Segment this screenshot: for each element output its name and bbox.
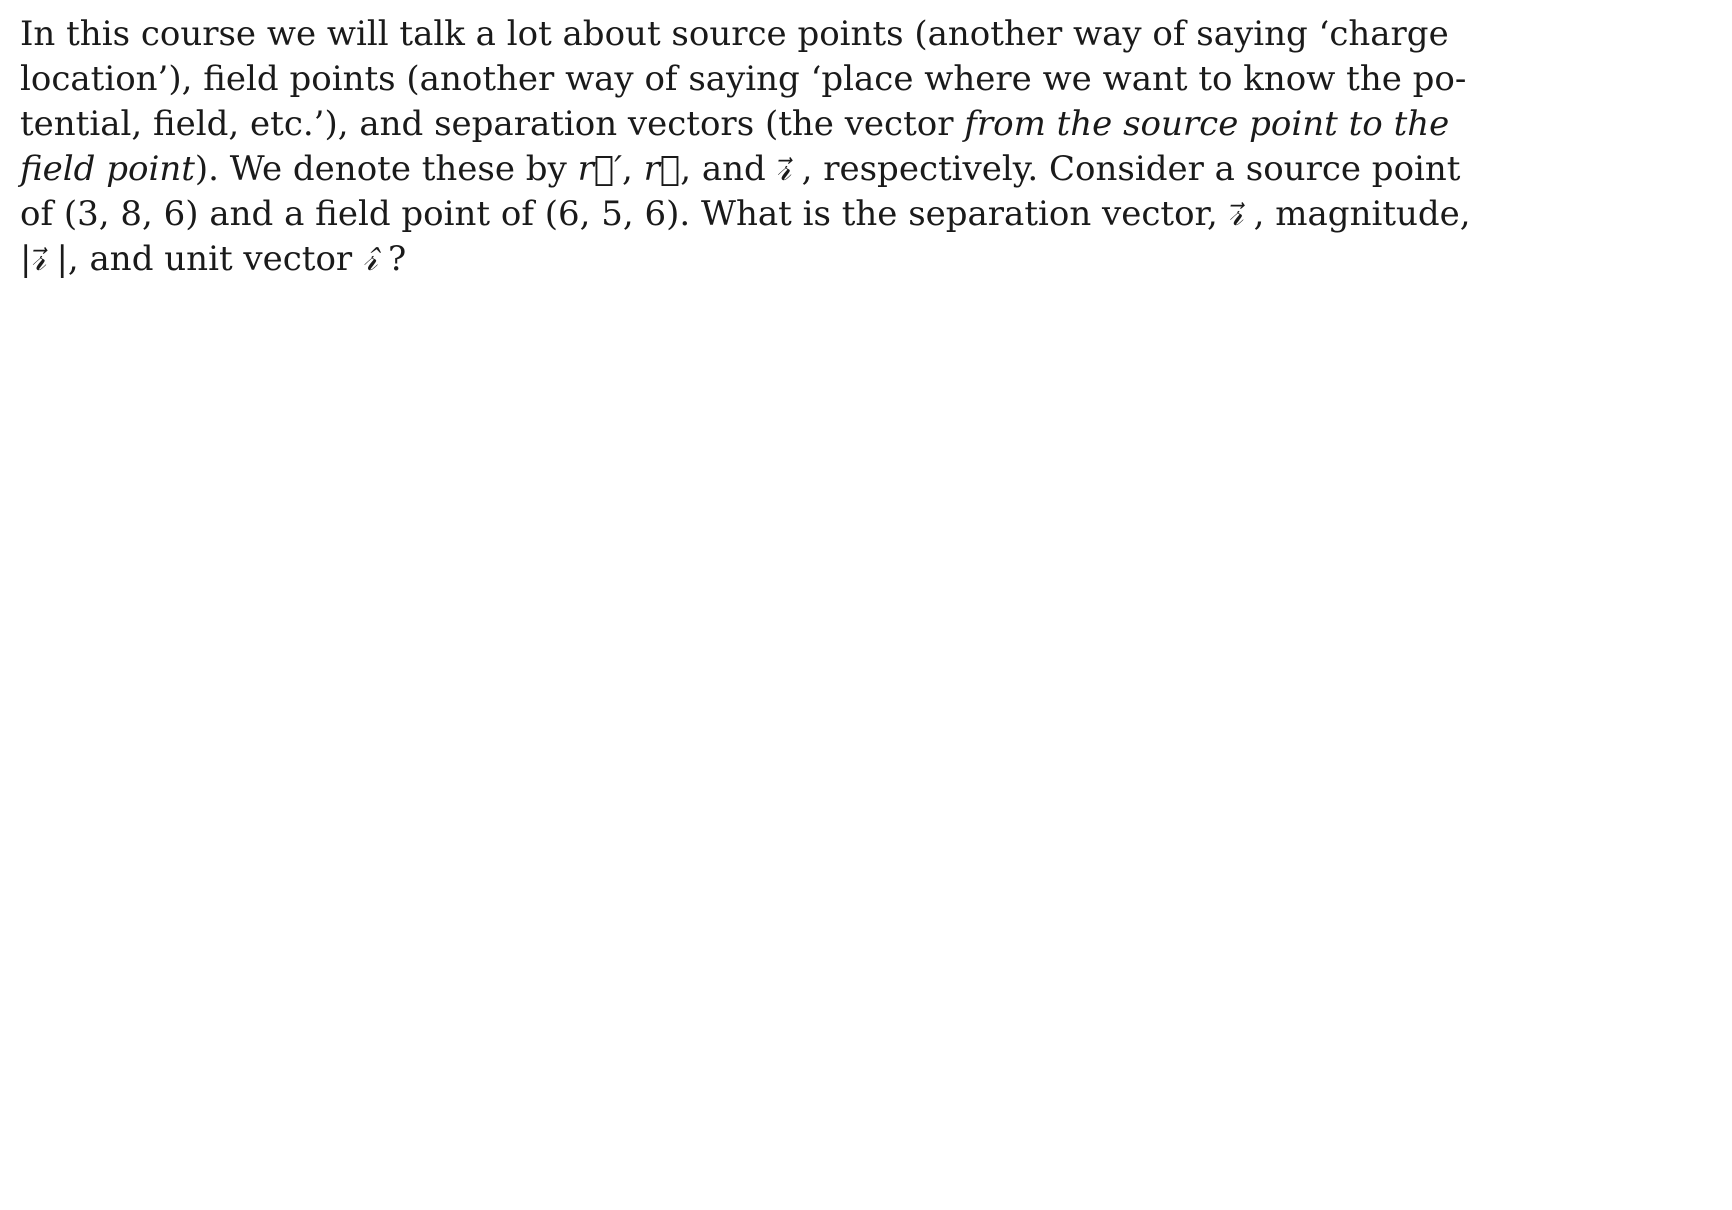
separation-vector-symbol: 𝓇⃗ xyxy=(776,149,791,189)
emphasis-text: field point xyxy=(20,149,195,189)
text-line-5 xyxy=(20,192,1471,237)
text-line-6 xyxy=(20,237,1400,282)
text-segment: of (3, 8, 6) and a field point of (6, 5, 6). What is the separation vector, xyxy=(20,194,1229,234)
text-segment: , and xyxy=(680,149,777,189)
text-segment: , respectively. Consider a source point xyxy=(790,149,1461,189)
field-vector-symbol: r⃗ xyxy=(643,149,681,189)
unit-vector-symbol: 𝓇̂ xyxy=(362,239,378,279)
text-segment: ). We denote these by xyxy=(194,149,578,189)
text-segment: , xyxy=(621,149,644,189)
separation-vector-symbol: 𝓇⃗ xyxy=(31,239,46,279)
separation-vector-symbol: 𝓇⃗ xyxy=(1228,194,1243,234)
text-line-4 xyxy=(20,147,1461,192)
text-line-3 xyxy=(20,102,1450,147)
text-segment: | xyxy=(20,239,32,279)
source-vector-symbol: r⃗′ xyxy=(577,149,622,189)
problem-text xyxy=(20,12,1471,282)
text-segment: |, and unit vector xyxy=(45,239,363,279)
text-segment: ? xyxy=(377,239,407,279)
text-segment: tential, field, etc.’), and separation vectors (the vector xyxy=(20,104,965,144)
text-segment: , magnitude, xyxy=(1242,194,1471,234)
emphasis-text: from the source point to the xyxy=(964,104,1450,144)
text-line-1: In this course we will talk a lot about source points (another way of saying ‘charge xyxy=(20,14,1449,54)
text-line-2: location’), field points (another way of saying ‘place where we want to know the po- xyxy=(20,59,1467,99)
